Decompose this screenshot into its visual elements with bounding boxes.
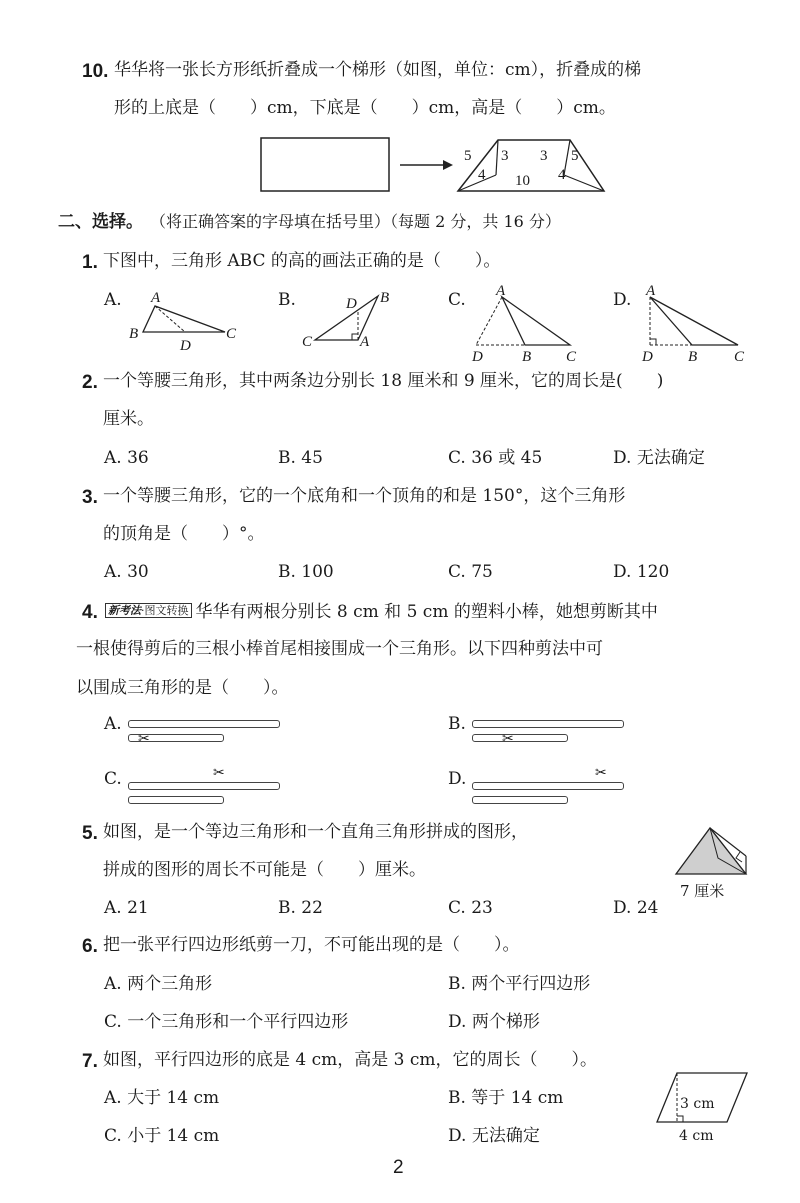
stick-8cm (128, 782, 280, 790)
stick-5cm (128, 796, 224, 804)
svg-text:A: A (151, 290, 161, 306)
q2-line2: 厘米。 (103, 409, 154, 429)
q7-base-label: 4 cm (679, 1128, 714, 1144)
q1-option-c-label[interactable]: C. (448, 290, 466, 310)
svg-text:D: D (180, 338, 191, 354)
q6-option-b[interactable]: B. 两个平行四边形 (448, 974, 591, 994)
q4-option-c-label[interactable]: C. (104, 769, 122, 789)
q7-option-d[interactable]: D. 无法确定 (448, 1126, 540, 1146)
svg-text:D: D (642, 349, 653, 365)
fig-label-5-left: 5 (464, 148, 472, 164)
new-method-badge: 新考法·图文转换 (105, 603, 192, 618)
q4-line2: 一根使得剪后的三根小棒首尾相接围成一个三角形。以下四种剪法中可 (76, 639, 603, 659)
svg-text:C: C (226, 326, 237, 342)
q6-option-d[interactable]: D. 两个梯形 (448, 1012, 540, 1032)
q5-number: 5. (82, 823, 98, 844)
q6-option-a[interactable]: A. 两个三角形 (104, 974, 213, 994)
q1-figure-d (640, 285, 750, 365)
q5-line2: 拼成的图形的周长不可能是（ ）厘米。 (103, 860, 426, 880)
q4-number: 4. (82, 602, 98, 623)
fig-label-5-right: 5 (571, 148, 579, 164)
section-note: （将正确答案的字母填在括号里）（每题 2 分，共 16 分） (150, 212, 561, 231)
q10-figure (258, 135, 598, 195)
svg-text:D: D (472, 349, 483, 365)
q7-text: 如图，平行四边形的底是 4 cm，高是 3 cm，它的周长（ ）。 (103, 1050, 598, 1070)
q1-option-b-label[interactable]: B. (278, 290, 296, 310)
q5-figure (672, 822, 752, 882)
svg-text:B: B (380, 290, 390, 306)
q7-height-label: 3 cm (680, 1096, 715, 1112)
q2-number: 2. (82, 372, 98, 393)
q3-number: 3. (82, 487, 98, 508)
stick-5cm (472, 796, 568, 804)
q5-option-b[interactable]: B. 22 (278, 898, 323, 918)
svg-text:B: B (129, 326, 139, 342)
fig-label-4-left: 4 (478, 167, 486, 183)
q1-option-a-label[interactable]: A. (104, 290, 122, 310)
scissors-icon: ✂ (595, 765, 607, 781)
q3-option-b[interactable]: B. 100 (278, 562, 334, 582)
q1-number: 1. (82, 252, 98, 273)
q7-option-b[interactable]: B. 等于 14 cm (448, 1088, 564, 1108)
q1-figure-c (470, 285, 590, 365)
q4-option-d-label[interactable]: D. (448, 769, 467, 789)
q2-option-c[interactable]: C. 36 或 45 (448, 448, 543, 468)
svg-text:A: A (360, 334, 370, 350)
svg-text:A: A (496, 283, 506, 299)
svg-text:B: B (522, 349, 532, 365)
q3-option-d[interactable]: D. 120 (613, 562, 670, 582)
q4-option-a-label[interactable]: A. (104, 714, 122, 734)
svg-text:D: D (346, 296, 357, 312)
q1-text: 下图中，三角形 ABC 的高的画法正确的是（ ）。 (103, 251, 501, 271)
q10-number: 10. (82, 61, 109, 82)
q5-option-c[interactable]: C. 23 (448, 898, 493, 918)
paper-rectangle (261, 138, 389, 191)
q6-text: 把一张平行四边形纸剪一刀，不可能出现的是（ ）。 (103, 935, 520, 955)
q4-line1: 华华有两根分别长 8 cm 和 5 cm 的塑料小棒，她想剪断其中 (195, 602, 658, 622)
q1-figure-b (300, 288, 400, 358)
q3-option-c[interactable]: C. 75 (448, 562, 493, 582)
stick-8cm (472, 782, 624, 790)
q6-number: 6. (82, 936, 98, 957)
page-number: 2 (393, 1157, 404, 1178)
section-title: 二、选择。 (58, 212, 143, 232)
q10-line1: 华华将一张长方形纸折叠成一个梯形（如图，单位：cm），折叠成的梯 (114, 60, 642, 80)
q7-number: 7. (82, 1051, 98, 1072)
q4-line3: 以围成三角形的是（ ）。 (76, 678, 289, 698)
stick-8cm (472, 720, 624, 728)
q5-figure-label: 7 厘米 (680, 882, 725, 900)
svg-text:A: A (646, 283, 656, 299)
q3-option-a[interactable]: A. 30 (104, 562, 149, 582)
fig-label-3-left: 3 (501, 148, 509, 164)
svg-text:C: C (734, 349, 745, 365)
q7-option-c[interactable]: C. 小于 14 cm (104, 1126, 220, 1146)
q2-option-d[interactable]: D. 无法确定 (613, 448, 705, 468)
fig-label-10: 10 (515, 173, 530, 189)
svg-text:C: C (302, 334, 313, 350)
q2-line1: 一个等腰三角形，其中两条边分别长 18 厘米和 9 厘米，它的周长是( ) (103, 371, 664, 391)
q5-line1: 如图，是一个等边三角形和一个直角三角形拼成的图形， (103, 822, 528, 842)
q1-option-d-label[interactable]: D. (613, 290, 632, 310)
arrow-head (443, 160, 453, 170)
q5-option-a[interactable]: A. 21 (104, 898, 149, 918)
q3-line1: 一个等腰三角形，它的一个底角和一个顶角的和是 150°，这个三角形 (103, 486, 626, 506)
q2-option-b[interactable]: B. 45 (278, 448, 323, 468)
svg-text:C: C (566, 349, 577, 365)
q5-option-d[interactable]: D. 24 (613, 898, 659, 918)
q10-line2: 形的上底是（ ）cm，下底是（ ）cm，高是（ ）cm。 (114, 98, 616, 118)
scissors-icon: ✂ (213, 765, 225, 781)
stick-8cm (128, 720, 280, 728)
scissors-icon: ✂ (502, 731, 514, 747)
fig-label-3-right: 3 (540, 148, 548, 164)
q7-option-a[interactable]: A. 大于 14 cm (104, 1088, 220, 1108)
q3-line2: 的顶角是（ ）°。 (103, 524, 265, 544)
fig-label-4-right: 4 (558, 167, 566, 183)
q4-line1-wrap (103, 603, 658, 621)
stick-5cm (472, 734, 568, 742)
q4-option-b-label[interactable]: B. (448, 714, 466, 734)
q6-option-c[interactable]: C. 一个三角形和一个平行四边形 (104, 1012, 349, 1032)
q2-option-a[interactable]: A. 36 (104, 448, 149, 468)
svg-text:B: B (688, 349, 698, 365)
q1-figure-a (125, 288, 245, 358)
trapezoid-figure (458, 140, 604, 191)
scissors-icon: ✂ (138, 731, 150, 747)
